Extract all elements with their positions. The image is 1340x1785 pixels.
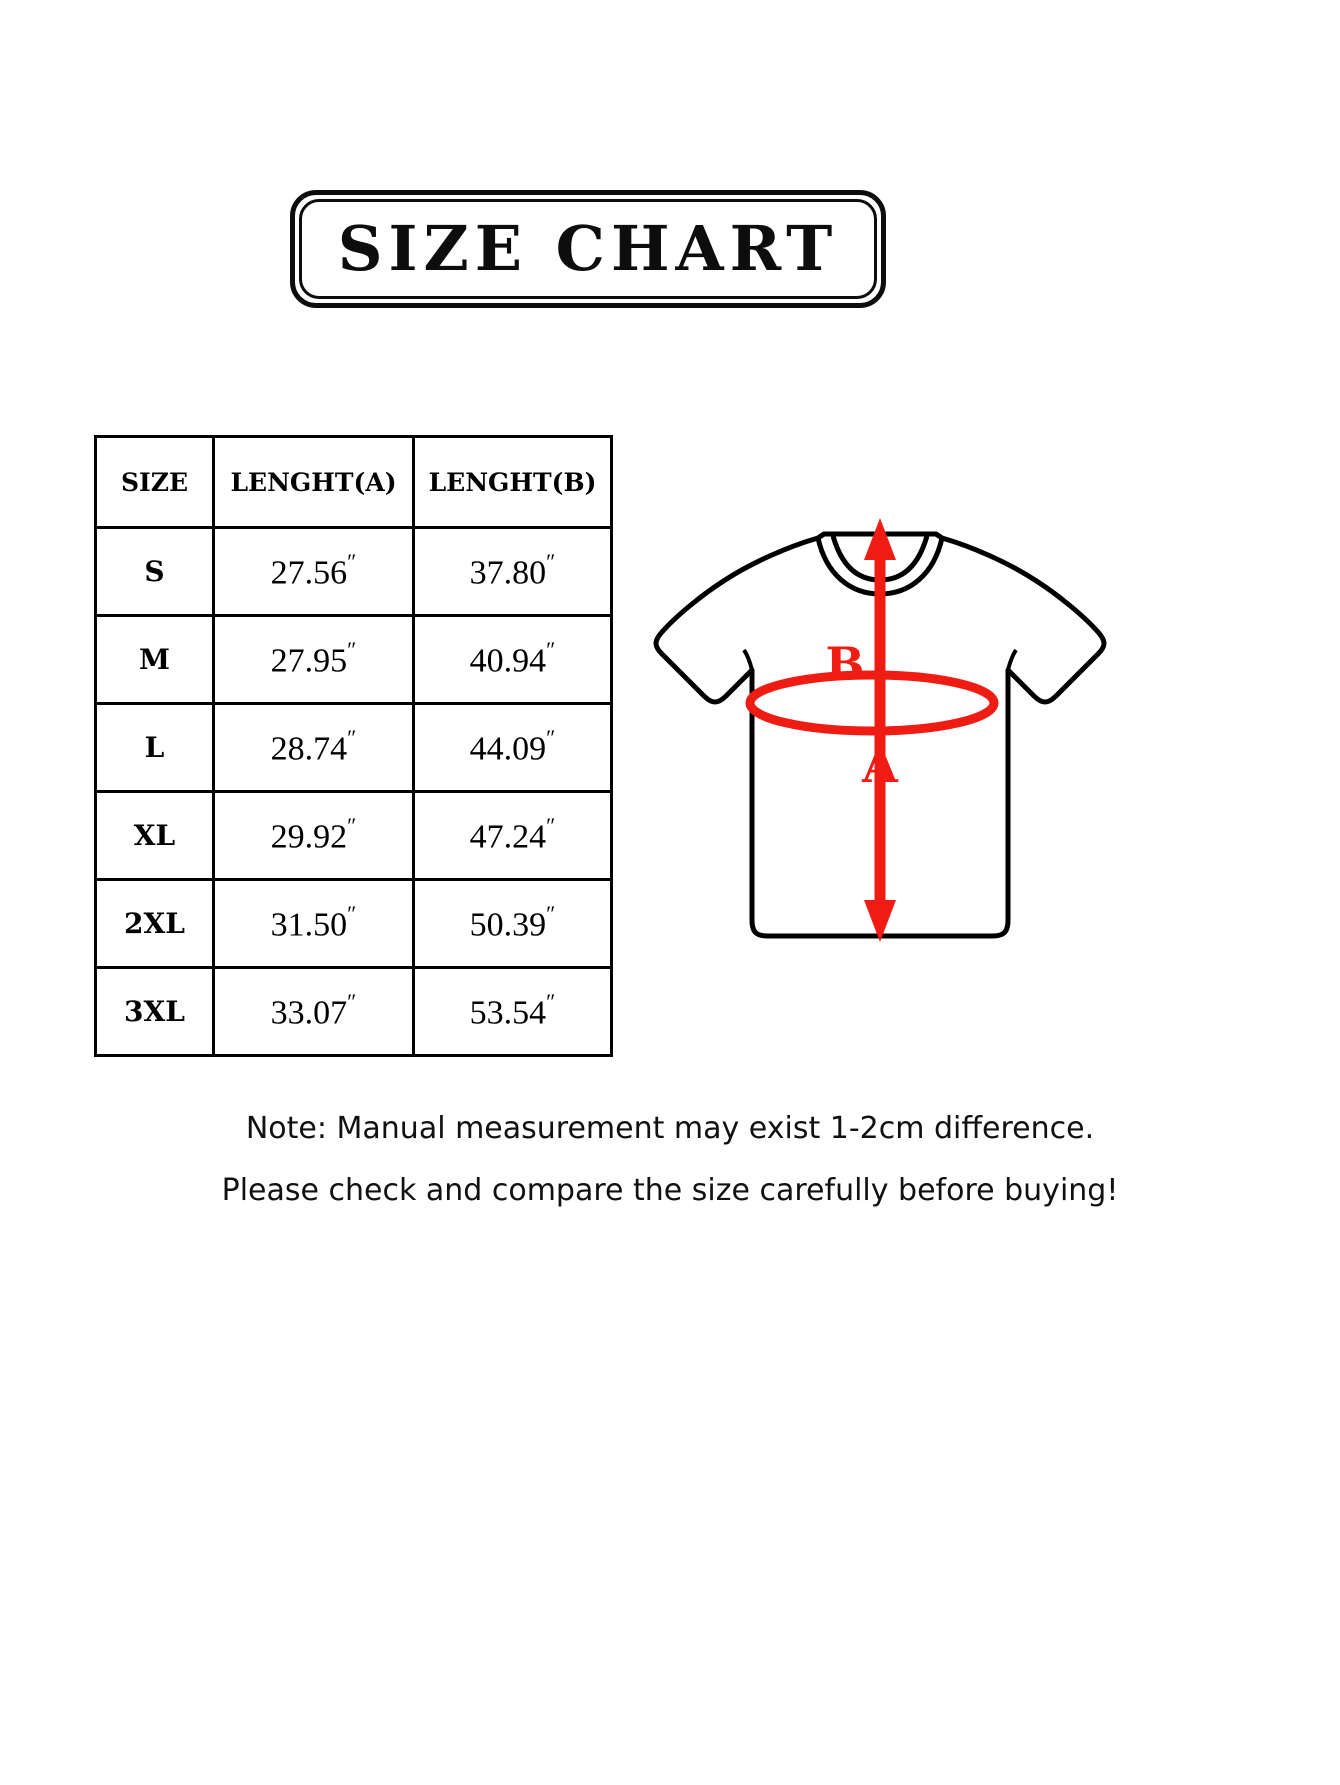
value-length-b: 53.54 bbox=[469, 994, 547, 1032]
size-table bbox=[94, 435, 613, 1057]
size-table-head bbox=[96, 437, 612, 528]
cell-length-b bbox=[414, 704, 612, 792]
cell-length-a bbox=[214, 704, 414, 792]
note-line-2: Please check and compare the size carefully before buying! bbox=[221, 1173, 1119, 1208]
table-row bbox=[96, 704, 612, 792]
column-header-length-b: LENGHT(B) bbox=[414, 437, 612, 528]
note-label: Note: bbox=[245, 1111, 327, 1146]
table-row bbox=[96, 616, 612, 704]
note-line-1 bbox=[0, 1098, 1340, 1160]
unit-symbol: ″ bbox=[546, 724, 556, 750]
measure-a-label: A bbox=[862, 739, 898, 793]
unit-symbol: ″ bbox=[546, 812, 556, 838]
cell-size: 2XL bbox=[96, 880, 214, 968]
cell-size: M bbox=[96, 616, 214, 704]
unit-symbol: ″ bbox=[347, 900, 357, 926]
value-length-a: 27.95 bbox=[270, 642, 348, 680]
value-length-b: 50.39 bbox=[469, 906, 547, 944]
unit-symbol: ″ bbox=[347, 988, 357, 1014]
unit-symbol: ″ bbox=[347, 548, 357, 574]
title-inner-border bbox=[299, 199, 877, 299]
cell-length-b bbox=[414, 528, 612, 616]
cell-length-a bbox=[214, 968, 414, 1056]
cell-size: 3XL bbox=[96, 968, 214, 1056]
value-length-b: 44.09 bbox=[469, 730, 547, 768]
measure-b-label: B bbox=[825, 637, 865, 691]
cell-length-a bbox=[214, 880, 414, 968]
column-header-length-a: LENGHT(A) bbox=[214, 437, 414, 528]
cell-length-b bbox=[414, 880, 612, 968]
unit-symbol: ″ bbox=[546, 548, 556, 574]
cell-length-b bbox=[414, 616, 612, 704]
cell-length-a bbox=[214, 528, 414, 616]
value-length-b: 47.24 bbox=[469, 818, 547, 856]
tshirt-diagram bbox=[640, 490, 1120, 990]
size-table-container bbox=[94, 435, 610, 1057]
table-header-row bbox=[96, 437, 612, 528]
value-length-b: 40.94 bbox=[469, 642, 547, 680]
unit-symbol: ″ bbox=[347, 724, 357, 750]
unit-symbol: ″ bbox=[347, 812, 357, 838]
table-row bbox=[96, 792, 612, 880]
note-block bbox=[0, 1098, 1340, 1222]
unit-symbol: ″ bbox=[546, 636, 556, 662]
size-table-body bbox=[96, 528, 612, 1056]
unit-symbol: ″ bbox=[546, 900, 556, 926]
cell-length-a bbox=[214, 616, 414, 704]
note-text-1: Manual measurement may exist 1-2cm difference. bbox=[326, 1111, 1095, 1146]
unit-symbol: ″ bbox=[347, 636, 357, 662]
table-row bbox=[96, 880, 612, 968]
value-length-b: 37.80 bbox=[469, 554, 547, 592]
table-row bbox=[96, 528, 612, 616]
cell-size: S bbox=[96, 528, 214, 616]
size-chart-title-badge bbox=[290, 190, 886, 308]
value-length-a: 33.07 bbox=[270, 994, 348, 1032]
value-length-a: 29.92 bbox=[270, 818, 348, 856]
cell-length-a bbox=[214, 792, 414, 880]
value-length-a: 28.74 bbox=[270, 730, 348, 768]
cell-length-b bbox=[414, 968, 612, 1056]
value-length-a: 31.50 bbox=[270, 906, 348, 944]
cell-length-b bbox=[414, 792, 612, 880]
table-row bbox=[96, 968, 612, 1056]
cell-size: XL bbox=[96, 792, 214, 880]
unit-symbol: ″ bbox=[546, 988, 556, 1014]
cell-size: L bbox=[96, 704, 214, 792]
page-title: SIZE CHART bbox=[337, 212, 839, 285]
column-header-size: SIZE bbox=[96, 437, 214, 528]
value-length-a: 27.56 bbox=[270, 554, 348, 592]
